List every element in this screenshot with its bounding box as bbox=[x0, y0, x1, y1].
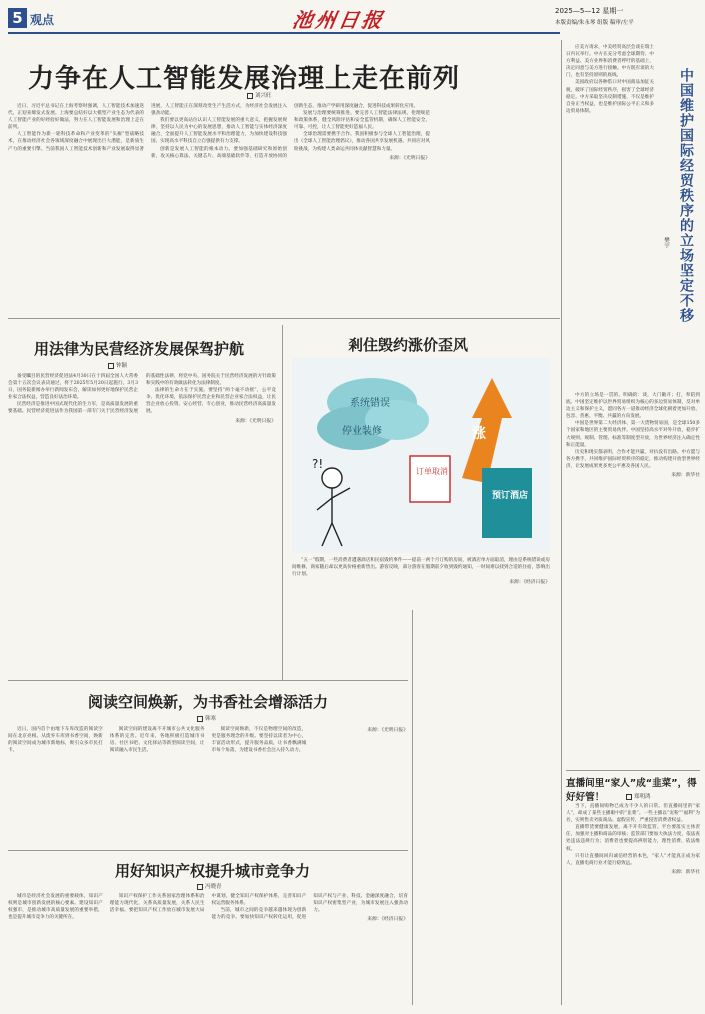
main-article-author bbox=[247, 91, 272, 99]
paragraph: 民营经济是推进中国式现代化的生力军，是高质量发展的重要基础。民营经济促进法作为我国第一部专门关于民营经济发展的基础性法律，将党中央、国务院关于民营经济发展的方针政策和实践中的有效做法转化为法律制度。 bbox=[8, 374, 276, 415]
china-article-body-top bbox=[566, 44, 654, 389]
paragraph: 阅读空间焕新，不仅是物理空间的改造，更是服务理念的升级。要坚持以读者为中心，丰富活动形式，提升服务品质，让书香飘满城市每个角落，为建设书香社会注入持久动力。 bbox=[211, 727, 307, 754]
law-article-title: 用法律为民营经济发展保驾护航 bbox=[34, 340, 245, 358]
header-rule bbox=[8, 32, 560, 34]
divider bbox=[566, 770, 700, 771]
law-article-body bbox=[8, 373, 276, 673]
paragraph: 直播带货要健康发展，离不开有效监管。平台要落实主体责任，加强对主播和商品的审核；监管部门要加大执法力度，依法查处违法违规行为；消费者也要提高辨别能力，理性消费、依法维权。 bbox=[566, 825, 700, 852]
cartoon-title: 剎住毁约涨价歪风 bbox=[348, 336, 469, 354]
cloud-label-b: 停业装修 bbox=[342, 426, 382, 437]
hotel-label: 预订酒店 bbox=[492, 491, 529, 501]
hotel-building bbox=[482, 468, 532, 538]
china-article-body bbox=[566, 392, 700, 762]
reading-article-author bbox=[197, 714, 216, 722]
divider bbox=[561, 40, 562, 1005]
paragraph: 中国是世界第二大经济体、第一大货物贸易国，是全球150多个国家和地区的主要贸易伙伴。中国坚持高水平对外开放，稳步扩大规则、规制、管理、标准等制度型开放，为世界经济注入确定性和正能量。 bbox=[566, 421, 700, 448]
author-name: 韩寒 bbox=[205, 716, 217, 722]
page-number-badge: 5 bbox=[8, 8, 27, 28]
china-article-source: 来源：新华社 bbox=[671, 473, 700, 479]
paragraph: 近日，国内首个由地下车库改造的阅读空间在北京亮相。从废弃车库到书香空间，焕新的阅读空间成为城市新地标，吸引众多市民打卡。 bbox=[8, 727, 103, 754]
paragraph: 历史和现实都表明，合作才能共赢，对抗没有出路。中方愿与各方携手，共同维护国际经贸秩序的稳定，推动构建开放型世界经济，让发展成果更多更公平惠及各国人民。 bbox=[566, 449, 700, 469]
cartoon-caption: “五一”假期，一些消费者遭遇酒店和民宿毁约事件——提前一两个月订购的房间，被酒店单方面取消，理由是系统错误或房间维修，商家随后却以更高价格重新售出。游客反映，部分游客在假期前夕收到毁约通知，一时间难以找到合适的住宿，影响出行计划。 bbox=[292, 558, 550, 578]
ip-article-title: 用好知识产权提升城市竞争力 bbox=[115, 862, 311, 880]
paragraph: 阅读空间的建设离不开城市公共文化服务体系的完善。近年来，各地积极打造城市书房、社区书吧、文化驿站等新型阅读空间，让阅读融入市民生活。 bbox=[109, 727, 205, 754]
author-name: 冯晓青 bbox=[205, 884, 222, 890]
china-article-author: 樊宇 bbox=[663, 237, 669, 248]
divider bbox=[282, 325, 283, 680]
paragraph: 法律的生命力在于实施。要坚持“两个毫不动摇”，公平竞争、优化环境，依法保护民营企业和民营企业家合法权益，让民营企业放心投资、安心经营、专心创业，推动民营经济高质量发展。 bbox=[146, 388, 276, 415]
author-box-icon bbox=[626, 794, 632, 800]
section-name: 观点 bbox=[30, 13, 55, 27]
paragraph: 只有让直播间回归诚信经营的本色，“家人”才能真正成为家人，直播电商行业才能行稳致远。 bbox=[566, 853, 700, 866]
author-name: 钟颖 bbox=[116, 363, 128, 369]
paragraph: 我们要以更高站位认识人工智能发展的重大意义，把握发展规律，坚持以人民为中心的发展思想，推动人工智能与实体经济深度融合，全面提升人工智能发展水平和治理能力，为加快建设科技强国、实现高水平科技自立自强提供有力支撑。 bbox=[151, 118, 287, 145]
ip-article-source: 来源：《经济日报》 bbox=[367, 917, 408, 923]
paragraph: 中方的立场是一贯的、明确的：谈，大门敞开；打，奉陪到底。中国坚定维护以世界贸易组织为核心的多边贸易体制，反对单边主义和保护主义，愿同各方一道推动经济全球化朝着更加开放、包容、普惠、平衡、共赢的方向发展。 bbox=[566, 393, 700, 420]
reading-article-title: 阅读空间焕新，为书香社会增添活力 bbox=[88, 693, 329, 711]
divider bbox=[8, 680, 408, 681]
paragraph: 人工智能作为新一轮科技革命和产业变革的“头雁”型战略技术，在推动经济社会各领域深度融合中展现出巨大潜能，是新质生产力的重要引擎。当前我国人工智能技术创新和产业发展取得显著进展，人工智能正在深刻改变生产生活方式，为经济社会发展注入强劲动能。 bbox=[8, 104, 287, 152]
author-box-icon bbox=[247, 93, 253, 99]
cartoon-caption-block bbox=[292, 557, 550, 605]
question-mark-icon: ?! bbox=[312, 457, 324, 471]
live-article-body bbox=[566, 803, 700, 1006]
cartoon-illustration bbox=[292, 358, 550, 553]
main-article-title: 力争在人工智能发展治理上走在前列 bbox=[28, 64, 461, 94]
paragraph: 备受瞩目的民营经济促进法4月30日在十四届全国人大常委会第十五次会议表决通过，将于2025年5月20日起施行。3月3日，国务院新闻办举行新闻发布会，解读如何更好地保护民营企业家合法权益，营造良好法治环境。 bbox=[8, 374, 138, 401]
order-sign bbox=[410, 456, 450, 502]
live-article-source: 来源：新华社 bbox=[671, 869, 700, 875]
order-label: 订单取消 bbox=[416, 467, 448, 476]
ip-article-body bbox=[8, 893, 408, 1008]
live-article-title: 直播间里“家人”成“韭菜”，得好好管！ bbox=[566, 778, 697, 803]
paragraph: 当前，城市之间的竞争越来越体现为创新能力的竞争。要加快知识产权转化运用，促进知识产权与产业、科技、金融深度融合，培育知识产权密集型产业，为城市发展注入强劲动力。 bbox=[211, 894, 408, 921]
arrow-label: 涨 bbox=[472, 426, 486, 442]
law-article-source: 来源：《光明日报》 bbox=[235, 418, 276, 424]
china-article-title: 中国维护国际经贸秩序的立场坚定不移 bbox=[678, 68, 694, 323]
reading-article-body bbox=[8, 726, 408, 846]
paragraph: 城市是经济社会发展的重要载体，知识产权则是城市创新发展的核心要素。建设知识产权强市，是推动城市高质量发展的重要举措，也是提升城市竞争力的关键所在。 bbox=[8, 894, 103, 921]
ip-article-author bbox=[197, 882, 222, 890]
paragraph: 创新是发展人工智能的根本动力。要加强基础研究和原始创新，攻关核心算法、关键芯片、高端基础软件等，打造开放协同的创新生态，推动产学研用深度融合，促进科技成果转化应用。 bbox=[151, 104, 419, 159]
cloud-label-a: 系统错误 bbox=[350, 398, 390, 409]
author-box-icon bbox=[108, 363, 114, 369]
live-article-author bbox=[626, 792, 651, 800]
divider bbox=[8, 318, 560, 319]
date-line: 2025—5—12 星期一 bbox=[555, 7, 624, 15]
paragraph: 美国政府以各种借口对中国商品加征关税，破坏了国际经贸秩序，损害了全球经济稳定。中方采取坚决反制措施，不仅是维护自身正当权益，也是维护国际公平正义和多边贸易体制。 bbox=[566, 80, 654, 114]
author-box-icon bbox=[197, 716, 203, 722]
divider bbox=[412, 610, 413, 1005]
author-name: 郑明鸿 bbox=[634, 794, 651, 800]
main-article-source: 来源：《光明日报》 bbox=[389, 155, 430, 161]
cartoon-source: 来源：《经济日报》 bbox=[509, 580, 550, 586]
paragraph: 全球治理需要携手合作。我国积极参与全球人工智能治理，提出《全球人工智能治理倡议》，推动各国共享发展机遇、共同应对风险挑战，为构建人类命运共同体贡献智慧和力量。 bbox=[294, 132, 430, 152]
author-name: 刘兴旺 bbox=[255, 93, 272, 99]
divider bbox=[8, 850, 408, 851]
author-box-icon bbox=[197, 884, 203, 890]
paragraph: 当下，直播间购物已成为不少人的日常。但直播间里的“家人”，却成了某些主播眼中的“韭菜”。一些主播以“宠粉”“福利”为名，实则售卖劣质商品、虚假宣传，严重侵害消费者权益。 bbox=[566, 804, 700, 824]
paragraph: 近日，习近平总书记在上海考察时强调，人工智能技术加速迭代，正迎来爆发式发展。上海要总结好以大模型产业生态为代表的人工智能产业的好经验好做法，努力在人工智能发展和治理上走在前列。 bbox=[8, 104, 144, 131]
main-article-body bbox=[8, 103, 430, 296]
reading-article-source: 来源：《光明日报》 bbox=[367, 728, 408, 733]
paragraph: 知识产权保护工作关系国家治理体系和治理能力现代化，关系高质量发展，关系人民生活幸福。要把知识产权工作放在城市发展大局中谋划，健全知识产权保护体系，完善知识产权运营服务体系。 bbox=[109, 894, 307, 914]
paragraph: 发展与治理要统筹推进。要完善人工智能法律法规、伦理规范和政策体系，健全风险评估和安全监管机制，确保人工智能安全、可靠、可控，让人工智能更好造福人民。 bbox=[294, 111, 430, 131]
newspaper-logo: 池州日报 bbox=[290, 8, 387, 32]
paragraph: 应美方请求，中美经贸高层会谈在瑞士日内瓦举行。中方在充分考虑全球期待、中方利益、美方业界和消费者呼吁的基础上，决定同意与美方进行接触。中方既有谈的大门，也有坚持原则的底线。 bbox=[566, 45, 654, 79]
law-article-author bbox=[108, 361, 127, 369]
editors-line: 本版责编/朱永琴 组版 稿审/左平 bbox=[555, 20, 634, 26]
